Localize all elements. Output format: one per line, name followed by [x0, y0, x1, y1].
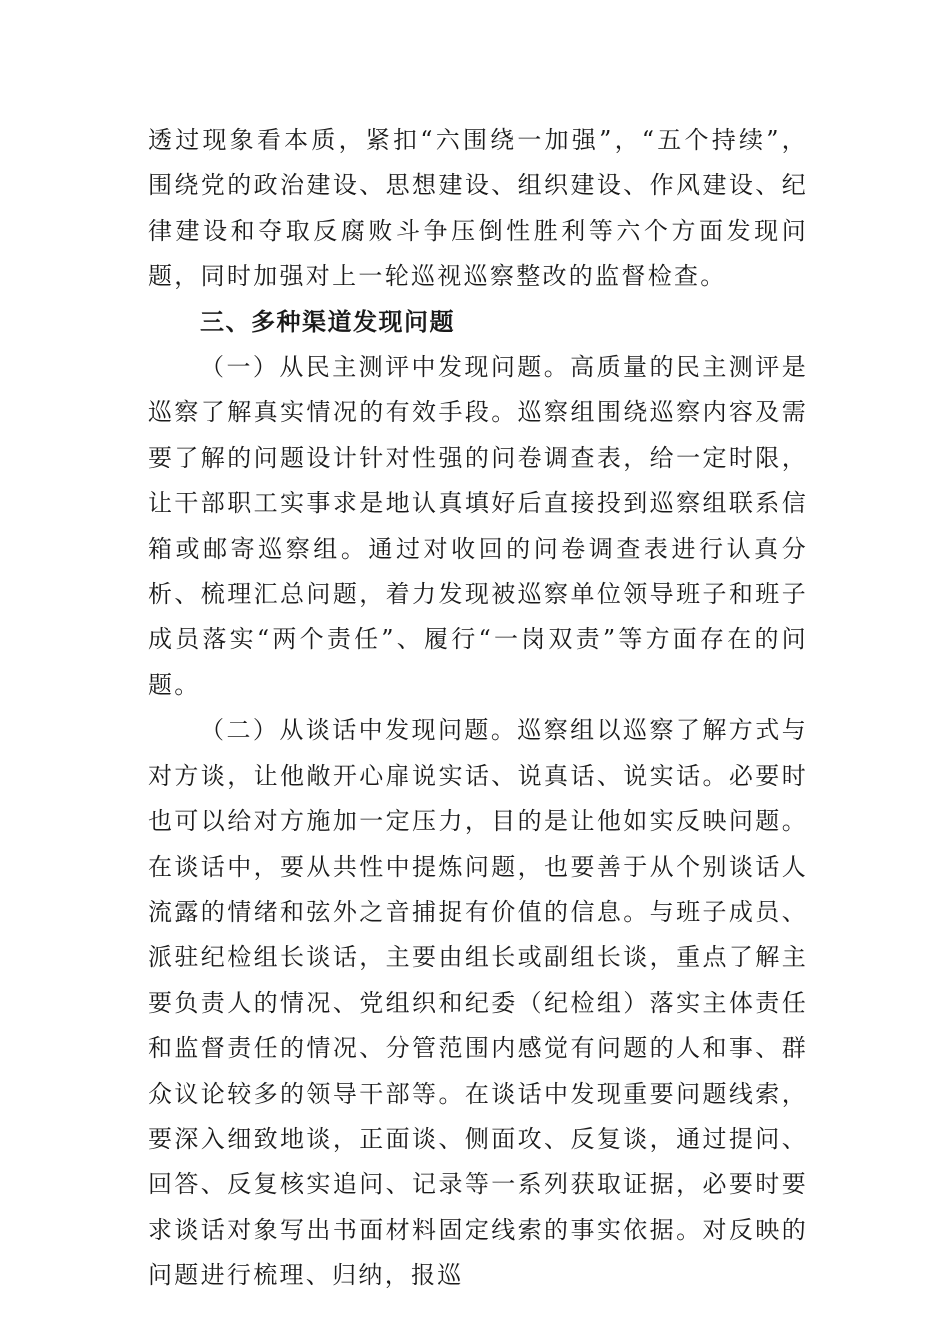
section-heading: 三、多种渠道发现问题	[200, 307, 455, 336]
paragraph-conversation: （二）从谈话中发现问题。巡察组以巡察了解方式与对方谈，让他敞开心扉说实话、说真话、说实话。必要时也可以给对方施加一定压力，目的是让他如实反映问题。在谈话中，要从共性中提炼问题，也要善于从个别谈话人流露的情绪和弦外之音捕捉有价值的信息。与班子成员、派驻纪检组长谈话，主要由组长或副组长谈，重点了解主要负责人的情况、党组织和纪委（纪检组）落实主体责任和监督责任的情况、分管范围内感觉有问题的人和事、群众议论较多的领导干部等。在谈话中发现重要问题线索，要深入细致地谈，正面谈、侧面攻、反复谈，通过提问、回答、反复核实追问、记录等一系列获取证据，必要时要求谈话对象写出书面材料固定线索的事实依据。对反映的问题进行梳理、归纳，报巡	[148, 716, 808, 1290]
document-body	[148, 118, 808, 1299]
paragraph-democratic-evaluation: （一）从民主测评中发现问题。高质量的民主测评是巡察了解真实情况的有效手段。巡察组围绕巡察内容及需要了解的问题设计针对性强的问卷调查表，给一定时限，让干部职工实事求是地认真填好后直接投到巡察组联系信箱或邮寄巡察组。通过对收回的问卷调查表进行认真分析、梳理汇总问题，着力发现被巡察单位领导班子和班子成员落实“两个责任”、履行“一岗双责”等方面存在的问题。	[148, 353, 808, 699]
paragraph-continued: 透过现象看本质，紧扣“六围绕一加强”，“五个持续”，围绕党的政治建设、思想建设、组织建设、作风建设、纪律建设和夺取反腐败斗争压倒性胜利等六个方面发现问题，同时加强对上一轮巡视巡察整改的监督检查。	[148, 126, 808, 291]
